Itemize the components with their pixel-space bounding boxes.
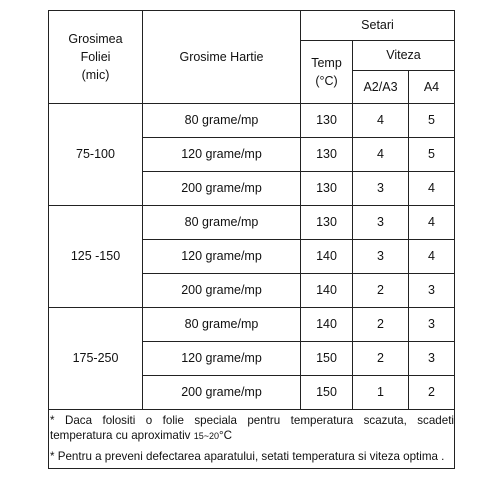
grosime-folie-cell: 175-250 [49,308,143,410]
temp-cell: 130 [301,138,353,172]
temp-cell: 130 [301,172,353,206]
viteza-a4-cell: 5 [409,138,455,172]
viteza-a2a3-cell: 2 [353,342,409,376]
viteza-a2a3-cell: 3 [353,172,409,206]
temp-cell: 140 [301,308,353,342]
hartie-cell: 80 grame/mp [143,104,301,138]
viteza-a4-cell: 2 [409,376,455,410]
header-temp-line-1: Temp [311,55,342,70]
viteza-a4-cell: 4 [409,206,455,240]
temp-cell: 140 [301,240,353,274]
header-grosimea-foliei [49,11,143,104]
viteza-a4-cell: 3 [409,342,455,376]
temp-cell: 150 [301,376,353,410]
note-low-temp-unit: °C [218,429,232,443]
notes-box [48,410,455,469]
grosime-folie-cell: 125 -150 [49,206,143,308]
header-grosimea-line-2: Foliei [80,49,111,64]
header-viteza-a4: A4 [409,71,455,104]
viteza-a4-cell: 4 [409,172,455,206]
table-row [49,104,455,138]
viteza-a4-cell: 5 [409,104,455,138]
hartie-cell: 80 grame/mp [143,308,301,342]
table-row [49,206,455,240]
temp-cell: 130 [301,104,353,138]
viteza-a4-cell: 3 [409,308,455,342]
viteza-a2a3-cell: 3 [353,240,409,274]
hartie-cell: 120 grame/mp [143,138,301,172]
hartie-cell: 200 grame/mp [143,274,301,308]
hartie-cell: 200 grame/mp [143,376,301,410]
hartie-cell: 80 grame/mp [143,206,301,240]
note-low-temp-value: 15~20 [193,431,219,442]
header-viteza: Viteza [353,41,455,71]
hartie-cell: 120 grame/mp [143,342,301,376]
header-grosimea-line-3: (mic) [81,68,110,83]
viteza-a4-cell: 4 [409,240,455,274]
viteza-a2a3-cell: 2 [353,274,409,308]
header-temp-line-2: (°C) [315,74,338,88]
temp-cell: 150 [301,342,353,376]
viteza-a2a3-cell: 4 [353,138,409,172]
note-prevent-damage: * Pentru a preveni defectarea aparatului, setati temperatura si viteza optima . [50,450,445,464]
viteza-a2a3-cell: 2 [353,308,409,342]
note-low-temp-text: * Daca folositi o folie speciala pentru temperatura scazuta, scadeti temperatura cu aproximativ [50,414,454,443]
grosime-folie-cell: 75-100 [49,104,143,206]
viteza-a2a3-cell: 3 [353,206,409,240]
header-temp [301,41,353,104]
temp-cell: 130 [301,206,353,240]
temp-cell: 140 [301,274,353,308]
table-row [49,308,455,342]
header-grosimea-line-1: Grosimea [68,31,123,46]
hartie-cell: 200 grame/mp [143,172,301,206]
viteza-a2a3-cell: 1 [353,376,409,410]
viteza-a2a3-cell: 4 [353,104,409,138]
header-grosime-hartie: Grosime Hartie [143,11,301,104]
note-low-temp-foil [50,413,454,443]
header-setari: Setari [301,11,455,41]
document-page [48,10,454,469]
settings-table [48,10,455,410]
header-row-top [49,11,455,41]
header-viteza-a2a3: A2/A3 [353,71,409,104]
viteza-a4-cell: 3 [409,274,455,308]
hartie-cell: 120 grame/mp [143,240,301,274]
